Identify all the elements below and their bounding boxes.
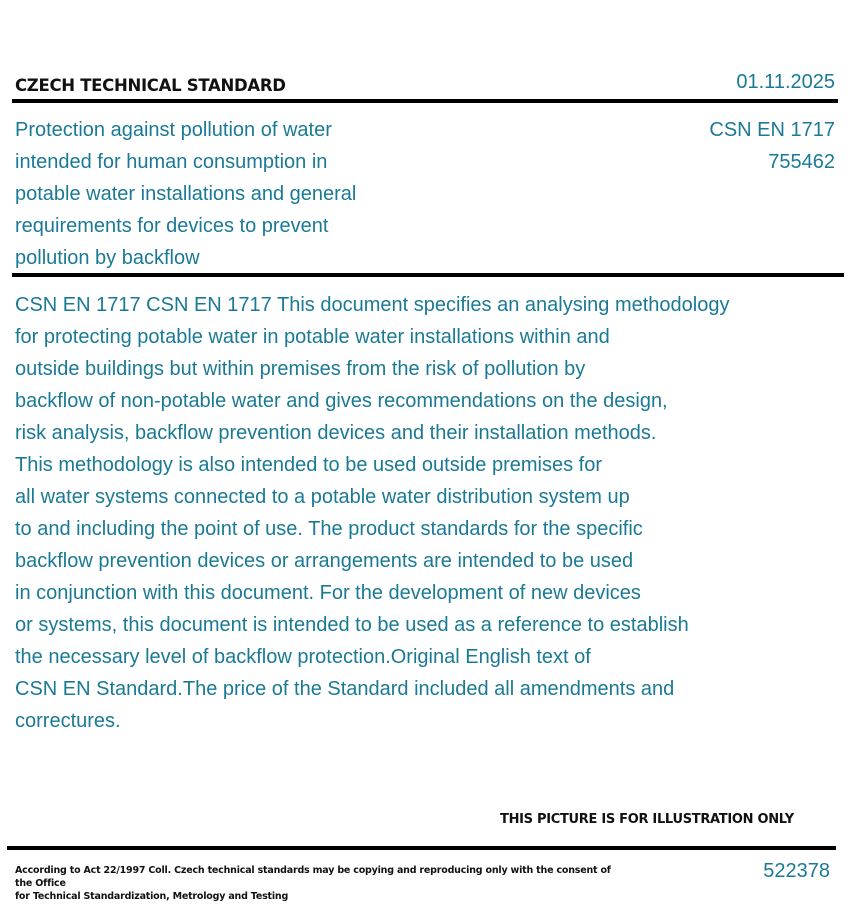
standard-title-line: Protection against pollution of water xyxy=(15,119,332,141)
footer-divider xyxy=(7,846,836,850)
standard-title-line: intended for human consumption in xyxy=(15,151,328,173)
standard-code: CSN EN 1717 xyxy=(709,119,835,141)
standard-title-line: potable water installations and general xyxy=(15,183,357,205)
publication-date: 01.11.2025 xyxy=(736,71,835,93)
catalog-number: 522378 xyxy=(763,860,830,882)
abstract-text: CSN EN 1717 CSN EN 1717 This document specifies an analysing methodology for protecting potable water in potable water installations within and outside buildings but within premises from the risk of pollution by backflow of non-potable water and gives recommendations on the design, risk analysis, backflow prevention devices and their installation methods. This methodology is also intended to be used outside premises for all water systems connected to a potable water distribution system up to and including the point of use. The product standards for the specific backflow prevention devices or arrangements are intended to be used in conjunction with this document. For the development of new devices or systems, this document is intended to be used as a reference to establish the necessary level of backflow protection.Original English text of CSN EN Standard.The price of the Standard included all amendments and correctures. xyxy=(15,294,730,732)
title-divider xyxy=(12,273,844,277)
standard-class-number: 755462 xyxy=(768,151,835,173)
standard-title-line: requirements for devices to prevent xyxy=(15,215,329,237)
standard-identifiers xyxy=(709,114,835,178)
document-header-title: CZECH TECHNICAL STANDARD xyxy=(15,76,286,95)
legal-notice: According to Act 22/1997 Coll. Czech technical standards may be copying and reproducing only with the consent of the Office for Technical Standardization, Metrology and Testing xyxy=(15,865,611,902)
standard-title-line: pollution by backflow xyxy=(15,247,200,269)
illustration-disclaimer: THIS PICTURE IS FOR ILLUSTRATION ONLY xyxy=(500,812,794,827)
standard-title xyxy=(15,114,415,274)
header-divider xyxy=(12,99,838,103)
